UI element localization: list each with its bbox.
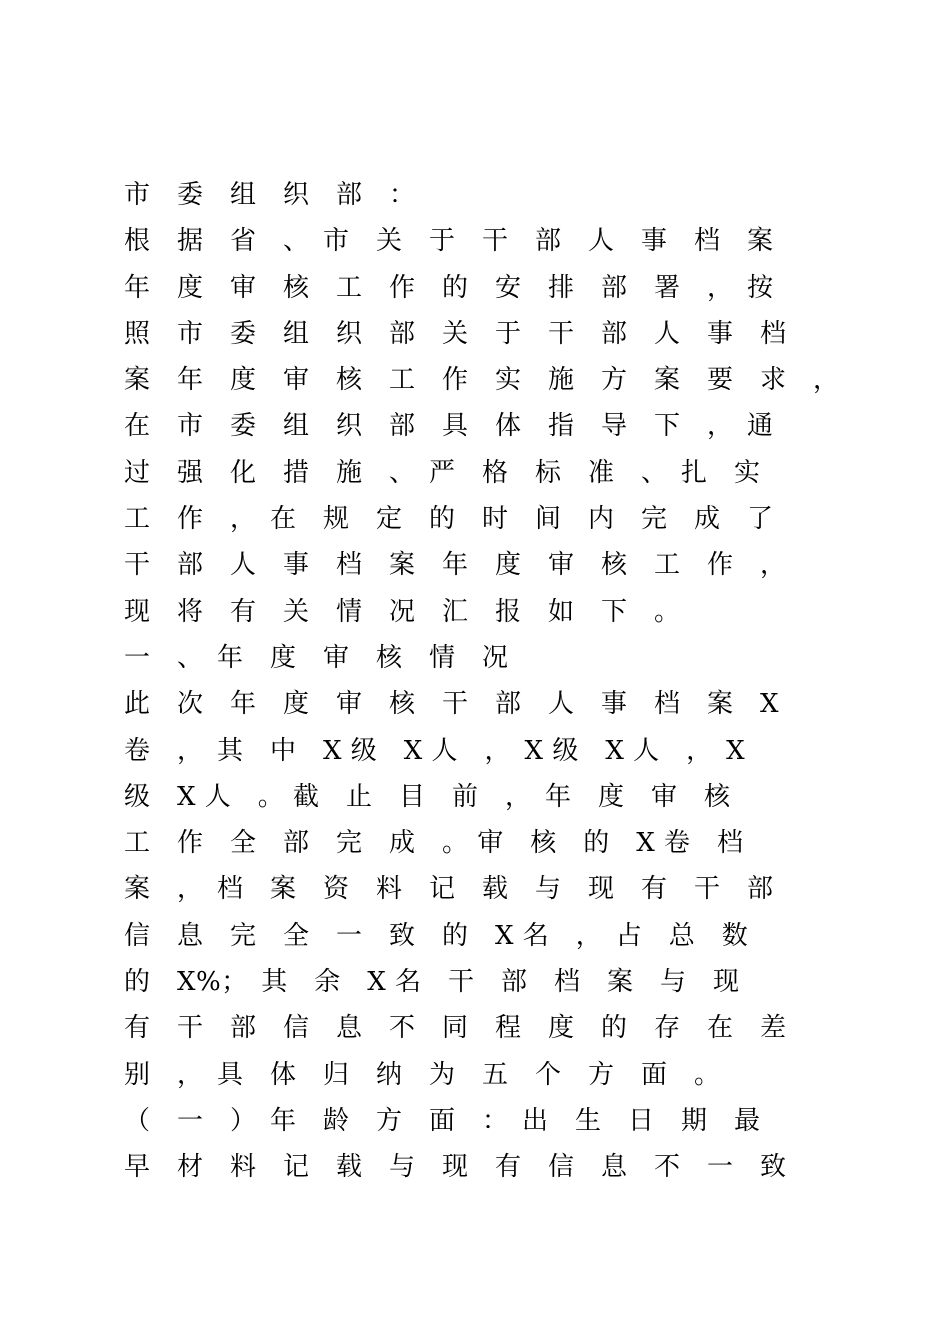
paragraph-line: 案 ， 档 案 资 料 记 载 与 现 有 干 部 bbox=[124, 874, 774, 905]
paragraph-line: 级 X 人 。 截 止 目 前 ， 年 度 审 核 bbox=[124, 781, 731, 812]
paragraph-line: 年 度 审 核 工 作 的 安 排 部 署 ， 按 bbox=[124, 272, 774, 303]
paragraph-line: 有 干 部 信 息 不 同 程 度 的 存 在 差 bbox=[124, 1013, 787, 1044]
paragraph-line: 在 市 委 组 织 部 具 体 指 导 下 ， 通 bbox=[124, 411, 774, 442]
paragraph-line: 干 部 人 事 档 案 年 度 审 核 工 作 ， bbox=[124, 550, 787, 581]
paragraph-line: 别 ， 具 体 归 纳 为 五 个 方 面 。 bbox=[124, 1059, 721, 1090]
paragraph-line: 根 据 省 、 市 关 于 干 部 人 事 档 案 bbox=[124, 226, 774, 257]
paragraph-line: 案 年 度 审 核 工 作 实 施 方 案 要 求 ， bbox=[124, 365, 840, 396]
paragraph-line: 过 强 化 措 施 、 严 格 标 准 、 扎 实 bbox=[124, 457, 761, 488]
salutation: 市 委 组 织 部 ： bbox=[124, 180, 416, 210]
report-body bbox=[124, 172, 854, 1191]
subsection-heading: （ 一 ） 年 龄 方 面 ： 出 生 日 期 最 bbox=[124, 1105, 761, 1136]
section-heading: 一 、 年 度 审 核 情 况 bbox=[124, 642, 509, 673]
paragraph-line: 工 作 全 部 完 成 。 审 核 的 X 卷 档 bbox=[124, 828, 744, 859]
paragraph-line: 卷 ， 其 中 X 级 X 人 ， X 级 X 人 ， X bbox=[124, 735, 746, 766]
paragraph-line: 此 次 年 度 审 核 干 部 人 事 档 案 X bbox=[124, 689, 780, 720]
paragraph-line: 的 X%； 其 余 X 名 干 部 档 案 与 现 bbox=[124, 967, 740, 998]
paragraph-line: 照 市 委 组 织 部 关 于 干 部 人 事 档 bbox=[124, 318, 787, 349]
paragraph-line: 早 材 料 记 载 与 现 有 信 息 不 一 致 bbox=[124, 1152, 787, 1183]
paragraph-line: 工 作 ， 在 规 定 的 时 间 内 完 成 了 bbox=[124, 504, 774, 535]
paragraph-line: 现 将 有 关 情 况 汇 报 如 下 。 bbox=[124, 596, 681, 627]
paragraph-line: 信 息 完 全 一 致 的 X 名 ， 占 总 数 bbox=[124, 920, 749, 951]
